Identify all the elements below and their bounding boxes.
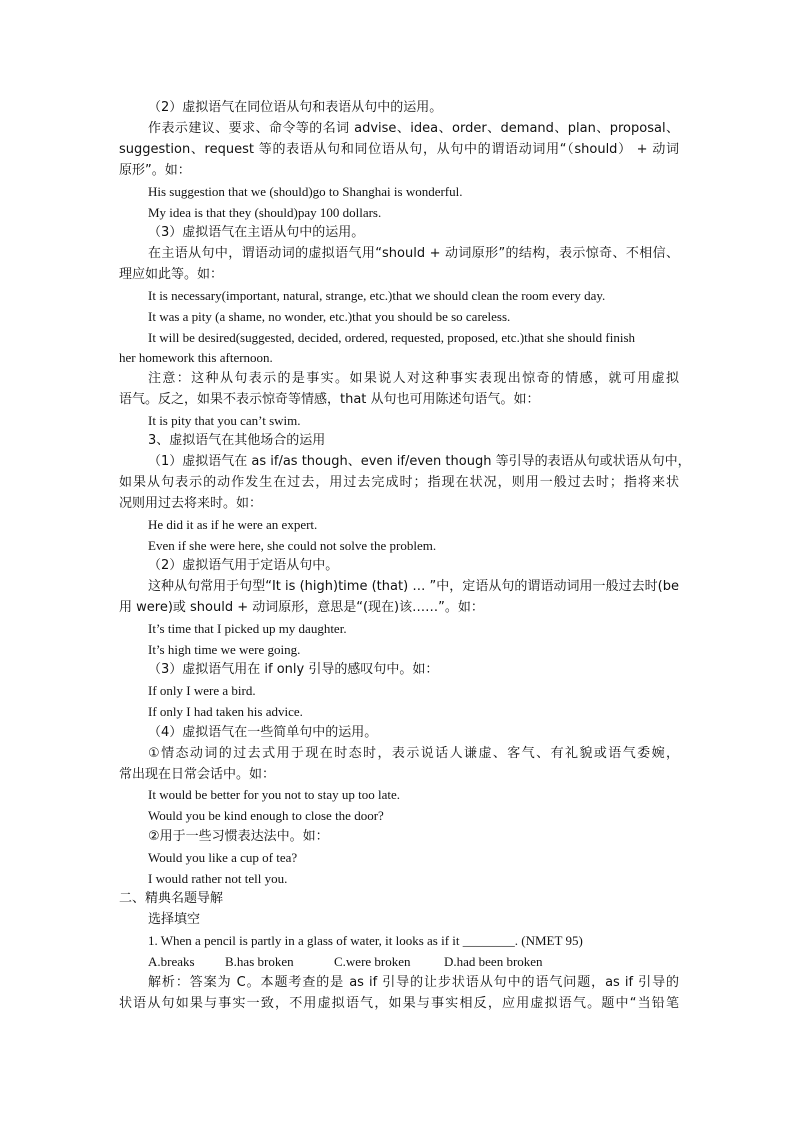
example-sentence: her homework this afternoon. — [119, 350, 273, 365]
paragraph-line: （1）虚拟语气在 as if/as though、even if/even though 等引导的表语从句或状语从句中， — [148, 454, 691, 469]
paragraph-line: ②用于一些习惯表达法中。如： — [148, 829, 329, 844]
example-sentence: His suggestion that we (should)go to Shanghai is wonderful. — [148, 184, 463, 199]
subheading: （4）虚拟语气在一些简单句中的运用。 — [148, 725, 378, 740]
paragraph-line: 作表示建议、要求、命令等的名词 advise、idea、order、demand、plan、proposal、 — [148, 121, 679, 136]
paragraph-line: ①情态动词的过去式用于现在时态时，表示说话人谦虚、客气、有礼貌或语气委婉， — [148, 746, 679, 761]
example-sentence: It’s time that I picked up my daughter. — [148, 621, 347, 636]
example-sentence: It’s high time we were going. — [148, 642, 301, 657]
example-sentence: If only I had taken his advice. — [148, 704, 303, 719]
example-sentence: I would rather not tell you. — [148, 871, 288, 886]
example-sentence: Would you be kind enough to close the door? — [148, 808, 384, 823]
paragraph-line: 在主语从句中，谓语动词的虚拟语气用“should + 动词原形”的结构，表示惊奇、不相信、 — [148, 246, 679, 261]
option-c: C.were broken — [334, 954, 411, 969]
section-heading-3: 3、虚拟语气在其他场合的运用 — [148, 433, 326, 448]
paragraph-line: 况则用过去将来时。如： — [119, 496, 263, 511]
paragraph-line: 理应如此等。如： — [119, 267, 224, 282]
subheading-2: （2）虚拟语气在同位语从句和表语从句中的运用。 — [148, 100, 443, 115]
question-1: 1. When a pencil is partly in a glass of water, it looks as if it ________. (NMET 95) — [148, 933, 583, 948]
explanation-line: 状语从句如果与事实一致，不用虚拟语气，如果与事实相反，应用虚拟语气。题中“当铅笔 — [119, 996, 679, 1011]
option-d: D.had been broken — [444, 954, 543, 969]
example-sentence: It would be better for you not to stay up too late. — [148, 787, 401, 802]
example-sentence: It is pity that you can’t swim. — [148, 413, 301, 428]
section-heading-2: 二、精典名题导解 — [119, 891, 224, 906]
example-sentence: If only I were a bird. — [148, 683, 256, 698]
example-sentence: It will be desired(suggested, decided, ordered, requested, proposed, etc.)that she should finish — [148, 330, 635, 345]
example-sentence: It is necessary(important, natural, strange, etc.)that we should clean the room every day. — [148, 288, 606, 303]
example-sentence: Even if she were here, she could not solve the problem. — [148, 538, 437, 553]
example-sentence: Would you like a cup of tea? — [148, 850, 298, 865]
paragraph-line: 如果从句表示的动作发生在过去，用过去完成时；指现在状况，则用一般过去时；指将来状 — [119, 475, 679, 490]
note-line: 注意：这种从句表示的是事实。如果说人对这种事实表现出惊奇的情感，就可用虚拟 — [148, 371, 679, 386]
subheading: （2）虚拟语气用于定语从句中。 — [148, 558, 339, 573]
answer-options — [148, 952, 708, 972]
subheading-3: （3）虚拟语气在主语从句中的运用。 — [148, 225, 365, 240]
example-sentence: He did it as if he were an expert. — [148, 517, 318, 532]
example-sentence: My idea is that they (should)pay 100 dollars. — [148, 205, 382, 220]
subheading: （3）虚拟语气用在 if only 引导的感叹句中。如： — [148, 662, 439, 677]
explanation-line: 解析：答案为 C。本题考查的是 as if 引导的让步状语从句中的语气问题，as if 引导的 — [148, 975, 679, 990]
paragraph-line: 原形”。如： — [119, 163, 191, 178]
paragraph-line: 用 were)或 should + 动词原形，意思是“(现在)该……”。如： — [119, 600, 484, 615]
option-b: B.has broken — [225, 954, 294, 969]
exercise-title: 选择填空 — [148, 912, 201, 927]
example-sentence: It was a pity (a shame, no wonder, etc.)that you should be so careless. — [148, 309, 511, 324]
paragraph-line: suggestion、request 等的表语从句和同位语从句，从句中的谓语动词用“（should） + 动词 — [119, 142, 679, 157]
paragraph-line: 常出现在日常会话中。如： — [119, 767, 276, 782]
option-a: A.breaks — [148, 954, 195, 969]
note-line: 语气。反之，如果不表示惊奇等情感，that 从句也可用陈述句语气。如： — [119, 392, 540, 407]
paragraph-line: 这种从句常用于句型“It is (high)time (that) … ”中，定语从句的谓语动词用一般过去时(be — [148, 579, 679, 594]
